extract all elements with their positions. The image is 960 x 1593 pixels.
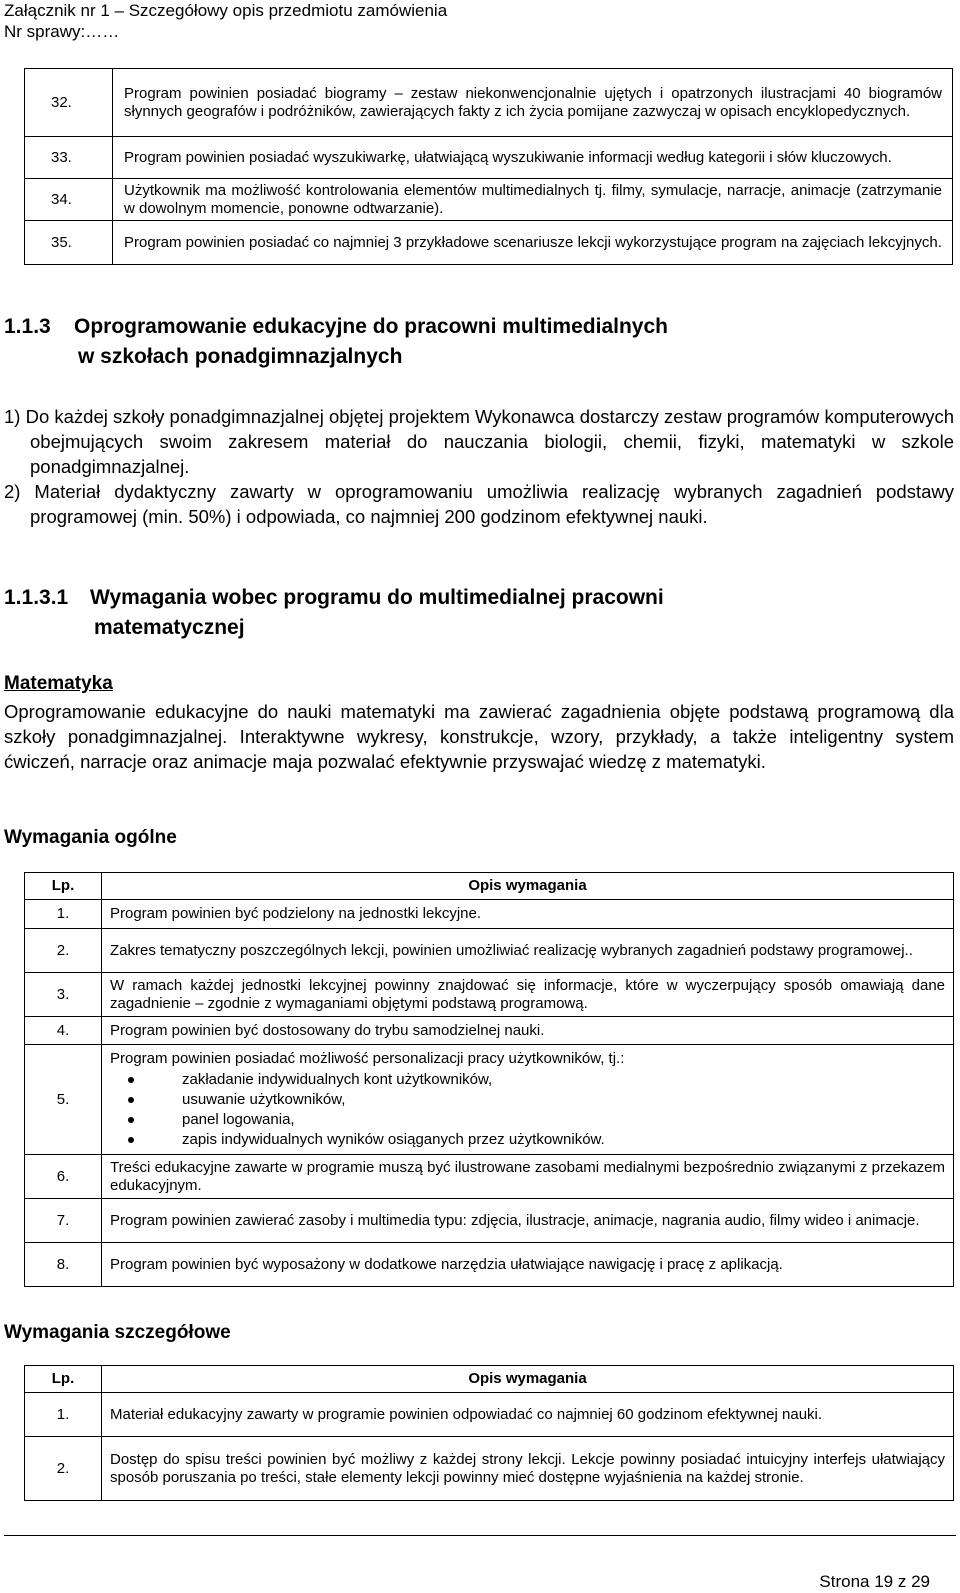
row-text: Program powinien posiadać możliwość personalizacji pracy użytkowników, tj.: (110, 1049, 625, 1067)
row-number: 3. (25, 973, 102, 1017)
row-number: 8. (25, 1243, 102, 1287)
row-text: Program powinien być dostosowany do trybu samodzielnej nauki. (102, 1017, 954, 1045)
point-2: 2) Materiał dydaktyczny zawarty w oprogramowaniu umożliwia realizację wybranych zagadnień podstawy programowej (min. 50%) i odpowiada, co najmniej 200 godzinom efektywnej nauki. (4, 481, 954, 527)
column-header-lp: Lp. (25, 873, 102, 900)
general-requirements-title: Wymagania ogólne (4, 827, 177, 848)
section-number: 1.1.3 (4, 315, 51, 338)
table-row (25, 1437, 954, 1501)
list-item: zapis indywidualnych wyników osiąganych przez użytkowników. (166, 1130, 945, 1150)
table-header-row (25, 1366, 954, 1393)
row-text: W ramach każdej jednostki lekcyjnej powinny znajdować się informacje, które w wyczerpujący sposób omawiają dane zagadnienie – zgodnie z wymaganiami objętymi podstawą programową. (102, 973, 954, 1017)
row-number: 6. (25, 1155, 102, 1199)
table-row (25, 1155, 954, 1199)
table-row (25, 973, 954, 1017)
table-row (25, 1243, 954, 1287)
table-row (25, 221, 953, 265)
table-row (25, 900, 954, 929)
detailed-requirements-title: Wymagania szczegółowe (4, 1322, 231, 1343)
numbered-points (4, 404, 954, 529)
document-header (4, 0, 447, 42)
row-number: 2. (25, 1437, 102, 1501)
footer-divider (4, 1535, 956, 1536)
list-item: zakładanie indywidualnych kont użytkowników, (166, 1070, 945, 1090)
section-title-line1: Wymagania wobec programu do multimedialnej pracowni (90, 586, 664, 609)
table-row (25, 929, 954, 973)
bullet-list (110, 1070, 945, 1150)
section-title-line2: w szkołach ponadgimnazjalnych (78, 345, 403, 368)
row-text: Dostęp do spisu treści powinien być możliwy z każdej strony lekcji. Lekcje powinny posiadać intuicyjny interfejs ułatwiający sposób poruszania po treści, stałe elementy lekcji powinny mieć dostępne wyjaśnienia na każdej stronie. (102, 1437, 954, 1501)
table-row (25, 137, 953, 179)
row-text: Program powinien posiadać wyszukiwarkę, ułatwiającą wyszukiwanie informacji według kategorii i słów kluczowych. (113, 137, 953, 179)
list-item: panel logowania, (166, 1110, 945, 1130)
row-number: 5. (25, 1045, 102, 1155)
subject-title: Matematyka (4, 673, 113, 694)
row-text: Użytkownik ma możliwość kontrolowania elementów multimedialnych tj. filmy, symulacje, narracje, animacje (zatrzymanie w dowolnym momencie, ponowne odtwarzanie). (113, 179, 953, 221)
table-row (25, 69, 953, 137)
column-header-description: Opis wymagania (102, 873, 954, 900)
column-header-description: Opis wymagania (102, 1366, 954, 1393)
requirements-table-continued (24, 68, 953, 265)
row-number: 33. (25, 137, 113, 179)
section-heading-1-1-3-1 (4, 583, 664, 643)
point-1: 1) Do każdej szkoły ponadgimnazjalnej objętej projektem Wykonawca dostarczy zestaw programów komputerowych obejmujących swoim zakresem materiał do nauczania biologii, chemii, fizyki, matematyki w szkole ponadgimnazjalnej. (4, 406, 954, 477)
table-row (25, 1393, 954, 1437)
row-text: Treści edukacyjne zawarte w programie muszą być ilustrowane zasobami medialnymi bezpośrednio związanymi z przekazem edukacyjnym. (102, 1155, 954, 1199)
row-number: 34. (25, 179, 113, 221)
page-number: Strona 19 z 29 (819, 1572, 930, 1591)
row-text: Zakres tematyczny poszczególnych lekcji, powinien umożliwiać realizację wybranych zagadnień podstawy programowej.. (102, 929, 954, 973)
row-text: Program powinien posiadać biogramy – zestaw niekonwencjonalnie ujętych i opatrzonych ilustracjami 40 biogramów słynnych geografów i podróżników, zawierających fakty z ich życia pomijane zazwyczaj w opisach encyklopedycznych. (113, 69, 953, 137)
row-text-with-list (102, 1045, 954, 1155)
row-number: 1. (25, 900, 102, 929)
row-text: Program powinien posiadać co najmniej 3 przykładowe scenariusze lekcji wykorzystujące program na zajęciach lekcyjnych. (113, 221, 953, 265)
list-item: usuwanie użytkowników, (166, 1090, 945, 1110)
row-text: Program powinien być wyposażony w dodatkowe narzędzia ułatwiające nawigację i pracę z aplikacją. (102, 1243, 954, 1287)
header-title: Załącznik nr 1 – Szczegółowy opis przedmiotu zamówienia (4, 1, 448, 20)
detailed-requirements-table (24, 1365, 954, 1501)
general-requirements-table (24, 872, 954, 1287)
row-text: Program powinien zawierać zasoby i multimedia typu: zdjęcia, ilustracje, animacje, nagrania audio, filmy wideo i animacje. (102, 1199, 954, 1243)
table-header-row (25, 873, 954, 900)
header-case-number: Nr sprawy:…… (4, 22, 120, 41)
row-number: 1. (25, 1393, 102, 1437)
row-text: Program powinien być podzielony na jednostki lekcyjne. (102, 900, 954, 929)
column-header-lp: Lp. (25, 1366, 102, 1393)
section-number: 1.1.3.1 (4, 586, 69, 609)
row-number: 7. (25, 1199, 102, 1243)
table-row (25, 179, 953, 221)
table-row (25, 1017, 954, 1045)
row-number: 2. (25, 929, 102, 973)
table-row (25, 1199, 954, 1243)
subject-description: Oprogramowanie edukacyjne do nauki matematyki ma zawierać zagadnienia objęte podstawą programową dla szkoły ponadgimnazjalnej. Interaktywne wykresy, konstrukcje, wzory, przykłady, a także inteligentny system ćwiczeń, narracje oraz animacje maja pozwalać efektywnie przyswajać wiedzę z matematyki. (4, 701, 954, 772)
row-number: 35. (25, 221, 113, 265)
table-row (25, 1045, 954, 1155)
section-title-line2: matematycznej (94, 616, 245, 639)
section-title-line1: Oprogramowanie edukacyjne do pracowni multimedialnych (74, 315, 668, 338)
section-heading-1-1-3 (4, 312, 668, 372)
row-number: 4. (25, 1017, 102, 1045)
row-number: 32. (25, 69, 113, 137)
row-text: Materiał edukacyjny zawarty w programie powinien odpowiadać co najmniej 60 godzinom efektywnej nauki. (102, 1393, 954, 1437)
